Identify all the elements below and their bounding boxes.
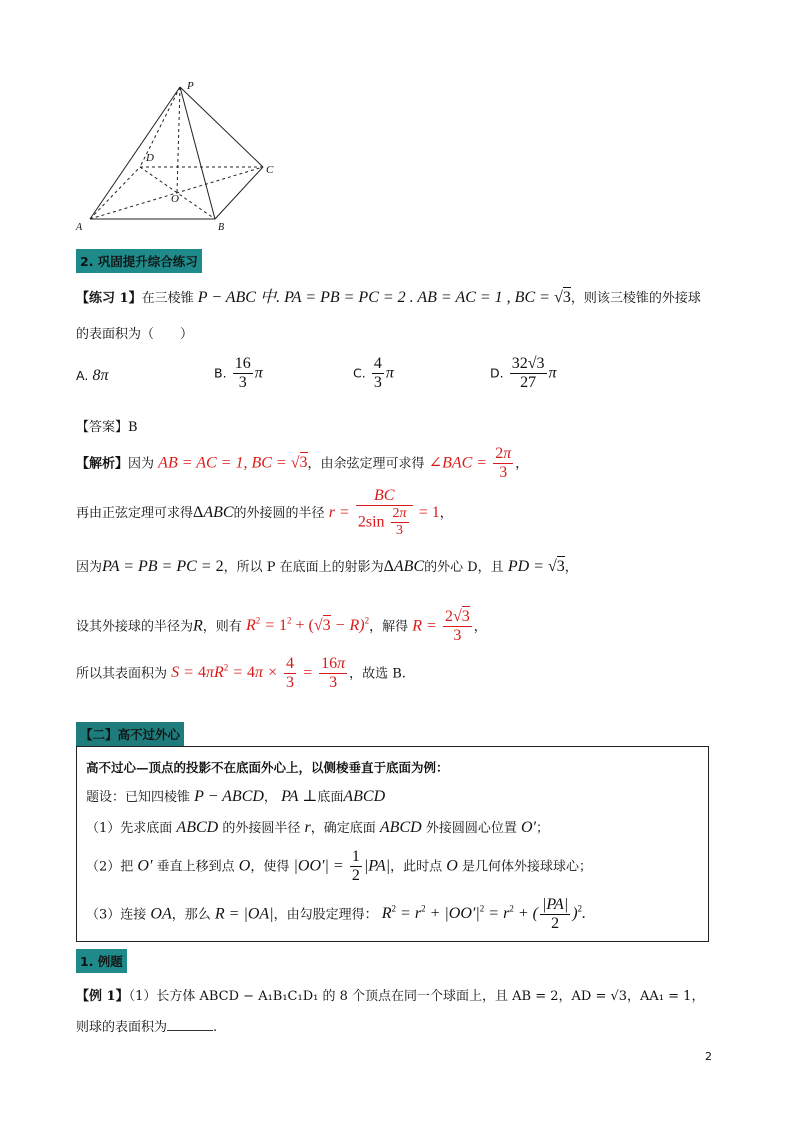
analysis-line2: 再由正弦定理可求得ΔABC的外接圆的半径 r = BC 2sin $\frac{2\pi}{3}$ = 1， <box>76 487 453 539</box>
option-a[interactable]: A. 8π <box>76 367 109 384</box>
example-1-line1: 【例 1】（1）长方体 ABCD − A₁B₁C₁D₁ 的 8 个顶点在同一个球面上，且 AB = 2，AD = √3，AA₁ = 1， <box>76 989 705 1004</box>
method-step2: （2）把 O′ 垂直上移到点 O，使得 |OO′| = $\frac{1}{2}$ |PA|，此时点 O 是几何体外接球球心； <box>86 848 592 885</box>
label-A: A <box>76 222 83 233</box>
label-P: P <box>187 80 194 92</box>
answer-line: 【答案】B <box>76 420 138 435</box>
exercise-1-pyramid: P − ABC <box>197 289 256 306</box>
exercise-1-tail: ，则该三棱锥的外接球 <box>570 291 701 306</box>
exercise-1-line2: 的表面积为（ ） <box>76 327 194 342</box>
analysis-line5: 所以其表面积为 $S = 4\pi R^2 = 4\pi$ × $\frac{4}{3}$ = $\frac{16\pi}{3}$ ，故选 B. <box>76 655 406 692</box>
exercise-1-sqrt3: √3 <box>554 289 571 306</box>
analysis-line1: 【解析】因为 AB = AC = 1, BC = √3，由余弦定理可求得 ∠BAC = $\frac{2\pi}{3}$ ， <box>76 445 529 482</box>
exercise-1-line1 <box>76 284 701 307</box>
method-step3: （3）连接 OA，那么 R = |OA|，由勾股定理得： $R^2 = r^2 + |OO'|^2 = r^2$ + ( $\frac{|PA|}{2}$ )$^2$. <box>86 896 587 933</box>
label-O: O <box>171 193 179 205</box>
method-setup: 题设：已知四棱锥 P − ABCD， PA ⊥底面ABCD <box>86 788 386 805</box>
section-title-examples: 1. 例题 <box>76 949 127 973</box>
option-d[interactable]: D. $\frac{32√3}{27}$ π <box>490 355 557 392</box>
page-number: 2 <box>705 1050 712 1063</box>
analysis-line4: 设其外接球的半径为R，则有 $R^2 = 1^2 + (√3 - R)^2$，解得 R = $\frac{2√3}{3}$ ， <box>76 608 487 645</box>
label-B: B <box>218 222 225 233</box>
answer-blank[interactable] <box>167 1018 213 1031</box>
pyramid-diagram <box>70 78 290 238</box>
label-C: C <box>266 164 274 176</box>
method-step1: （1）先求底面 ABCD 的外接圆半径 r，确定底面 ABCD 外接圆圆心位置 O′； <box>86 819 550 836</box>
exercise-1-tag: 【练习 1】 <box>76 291 142 306</box>
option-b[interactable]: B. $\frac{16}{3}$ π <box>214 355 263 392</box>
analysis-line3: 因为PA = PB = PC = 2，所以 P 在底面上的射影为ΔABC的外心 D，且 PD = √3， <box>76 558 578 575</box>
option-c[interactable]: C. $\frac{4}{3}$ π <box>353 355 394 392</box>
example-1-line2: 则球的表面积为 . <box>76 1020 218 1035</box>
exercise-1-intro: 在三棱锥 <box>141 291 194 306</box>
pyramid-figure <box>70 78 290 238</box>
exercise-1-given: 中. PA = PB = PC = 2 . AB = AC = 1 , BC = <box>260 289 550 306</box>
method-heading: 高不过心—顶点的投影不在底面外心上，以侧棱垂直于底面为例： <box>86 760 449 775</box>
section-title-not-through-circumcenter: 【二】高不过外心 <box>76 722 184 746</box>
section-title-consolidation: 2. 巩固提升综合练习 <box>76 249 202 273</box>
label-D: D <box>146 152 154 164</box>
